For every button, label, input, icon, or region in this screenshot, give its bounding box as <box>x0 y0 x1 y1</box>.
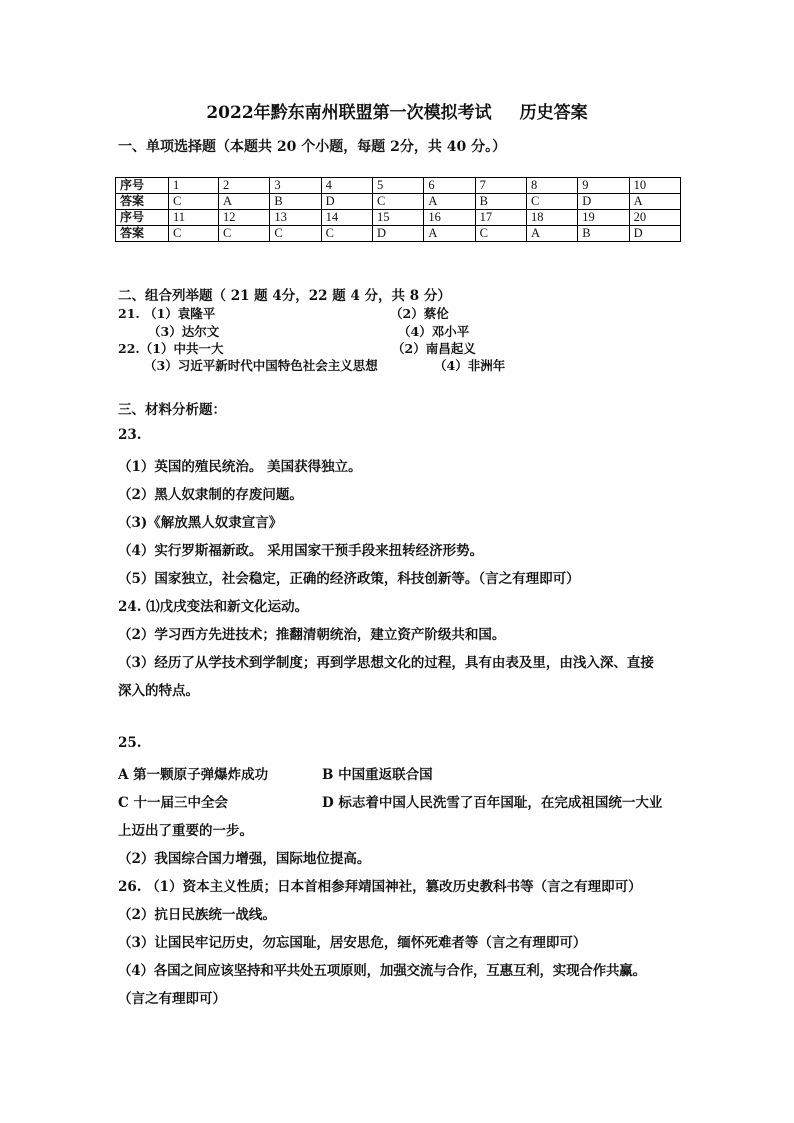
table-cell: C <box>270 226 321 242</box>
table-cell: 13 <box>270 210 321 226</box>
answer-table <box>115 177 681 242</box>
q26-3: （3）让国民牢记历史，勿忘国耻，居安思危，缅怀死难者等（言之有理即可） <box>118 935 587 951</box>
table-cell: C <box>526 194 577 210</box>
section3-line: （1）英国的殖民统治。 美国获得独立。 <box>118 459 362 475</box>
table-cell: A <box>629 194 680 210</box>
table-cell: 7 <box>475 178 526 194</box>
table-cell: 3 <box>270 178 321 194</box>
table-cell: 1 <box>169 178 219 194</box>
table-cell: A <box>219 194 270 210</box>
q25-2: （2）我国综合国力增强，国际地位提高。 <box>118 851 371 867</box>
section2-heading: 二、组合列举题（ 21 题 4分，22 题 4 分，共 8 分） <box>118 288 451 304</box>
q21-d: （4）邓小平 <box>398 324 470 339</box>
q21-b: （2）蔡伦 <box>390 306 449 321</box>
page-title <box>0 98 794 123</box>
section3-line: （2）学习西方先进技术；推翻清朝统治，建立资产阶级共和国。 <box>118 627 506 643</box>
table-cell: 5 <box>372 178 423 194</box>
section3-line: 深入的特点。 <box>118 683 199 699</box>
table-cell: 17 <box>475 210 526 226</box>
q21-a: 21. （1）袁隆平 <box>118 306 216 321</box>
table-cell: A <box>526 226 577 242</box>
table-cell: 9 <box>578 178 629 194</box>
q26-4: （4）各国之间应该坚持和平共处五项原则，加强交流与合作，互惠互利，实现合作共赢。 <box>118 963 646 979</box>
table-cell: 6 <box>424 178 475 194</box>
q25-c: C 十一届三中全会 <box>118 795 228 811</box>
table-cell: 20 <box>629 210 680 226</box>
section3-line: （5）国家独立，社会稳定，正确的经济政策，科技创新等。（言之有理即可） <box>118 571 580 587</box>
table-cell: D <box>578 194 629 210</box>
table-cell: C <box>169 194 219 210</box>
title-main: 2022年黔东南州联盟第一次模拟考试 <box>206 103 492 123</box>
table-cell: D <box>629 226 680 242</box>
table-cell: B <box>475 194 526 210</box>
row-label: 序号 <box>116 178 169 194</box>
q22-c: （3）习近平新时代中国特色社会主义思想 <box>144 358 378 373</box>
table-cell: C <box>475 226 526 242</box>
q26-5: （言之有理即可） <box>118 991 226 1007</box>
q25-b: B 中国重返联合国 <box>322 767 433 783</box>
table-cell: A <box>424 226 475 242</box>
row-label: 答案 <box>116 194 169 210</box>
section1-heading: 一、单项选择题（本题共 20 个小题，每题 2分，共 40 分。） <box>118 139 507 155</box>
table-cell: 8 <box>526 178 577 194</box>
q26-1: 26. （1）资本主义性质；日本首相参拜靖国神社，篡改历史教科书等（言之有理即可） <box>118 879 642 895</box>
section3-line: （3)《解放黑人奴隶宣言》 <box>118 515 283 531</box>
table-cell: 19 <box>578 210 629 226</box>
q26-2: （2）抗日民族统一战线。 <box>118 907 276 923</box>
section3-line: （2）黑人奴隶制的存废问题。 <box>118 487 303 503</box>
row-label: 序号 <box>116 210 169 226</box>
table-cell: 14 <box>321 210 372 226</box>
q25-d-cont: 上迈出了重要的一步。 <box>118 823 253 839</box>
section3-line: 24. ⑴戊戌变法和新文化运动。 <box>118 599 309 615</box>
table-cell: 2 <box>219 178 270 194</box>
table-cell: 10 <box>629 178 680 194</box>
q22-b: （2）南昌起义 <box>392 341 476 356</box>
row-label: 答案 <box>116 226 169 242</box>
table-row <box>116 178 681 194</box>
q25-label: 25. <box>118 735 142 751</box>
table-cell: B <box>270 194 321 210</box>
table-cell: 18 <box>526 210 577 226</box>
q22-d: （4）非洲年 <box>434 358 506 373</box>
section3-line: （4）实行罗斯福新政。 采用国家干预手段来扭转经济形势。 <box>118 543 484 559</box>
q22-a: 22.（1）中共一大 <box>118 341 224 356</box>
q25-a: A 第一颗原子弹爆炸成功 <box>118 767 269 783</box>
table-cell: D <box>321 194 372 210</box>
table-cell: 11 <box>169 210 219 226</box>
table-cell: C <box>372 194 423 210</box>
section3-heading: 三、材料分析题： <box>118 402 226 418</box>
table-row <box>116 194 681 210</box>
table-row <box>116 226 681 242</box>
table-row <box>116 210 681 226</box>
table-cell: C <box>219 226 270 242</box>
table-cell: C <box>321 226 372 242</box>
table-cell: 15 <box>372 210 423 226</box>
section3-line: 23. <box>118 427 142 443</box>
section3-line: （3）经历了从学技术到学制度；再到学思想文化的过程，具有由表及里，由浅入深、直接 <box>118 655 654 671</box>
table-cell: A <box>424 194 475 210</box>
table-cell: D <box>372 226 423 242</box>
table-cell: B <box>578 226 629 242</box>
table-cell: 12 <box>219 210 270 226</box>
q25-d: D 标志着中国人民洗雪了百年国耻，在完成祖国统一大业 <box>322 795 663 811</box>
table-cell: 4 <box>321 178 372 194</box>
title-subject: 历史答案 <box>519 103 588 123</box>
table-cell: C <box>169 226 219 242</box>
table-cell: 16 <box>424 210 475 226</box>
q21-c: （3）达尔文 <box>148 324 220 339</box>
